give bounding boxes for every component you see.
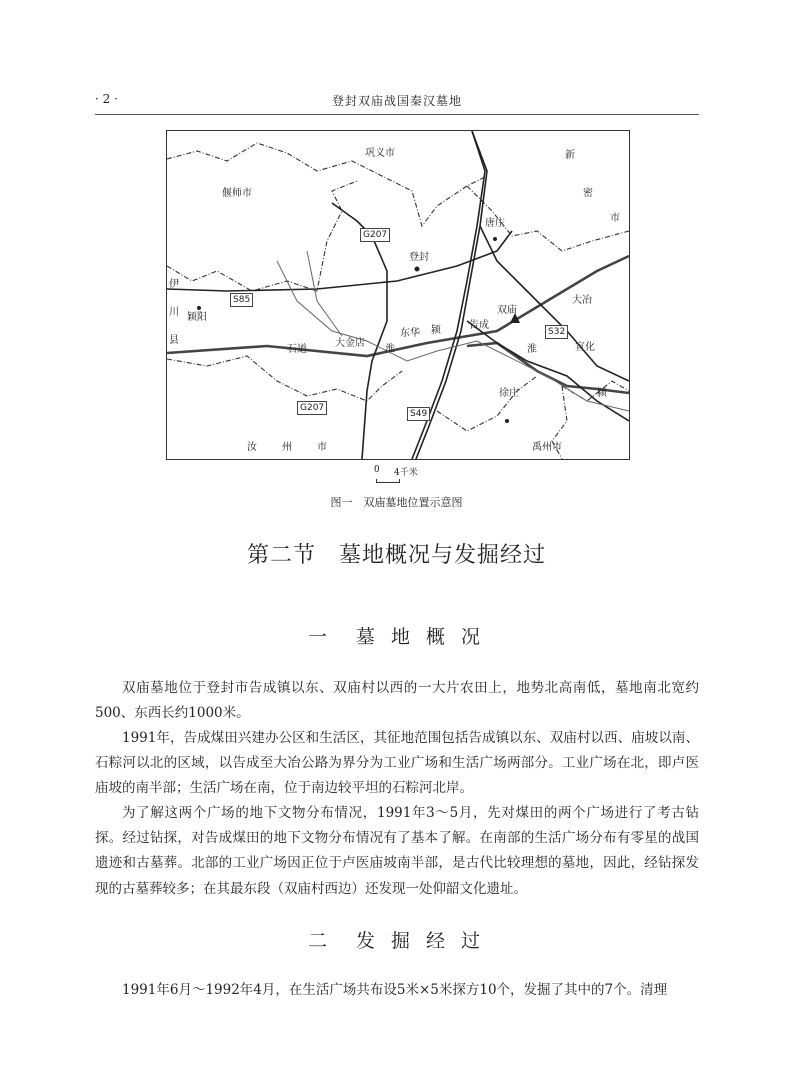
railway-branch: [467, 343, 629, 393]
label-shi-2: 市: [317, 442, 327, 453]
label-ying-river-2: 颍: [597, 388, 607, 399]
dengfeng-marker: [415, 267, 420, 272]
road-label-s85: S85: [230, 293, 253, 307]
label-xin: 新: [565, 150, 575, 161]
scale-bar: [376, 479, 400, 483]
paragraph-3: 为了解这两个广场的地下文物分布情况，1991年3～5月，先对煤田的两个广场进行了考古钻探。经过钻探，对告成煤田的地下文物分布情况有了基本了解。在南部的生活广场分布有零星的战国遗迹和古墓葬。北部的工业广场因正位于卢医庙坡南半部，是古代比较理想的墓地，因此，经钻探发现的古墓葬较多；在其最东段（双庙村西边）还发现一处仰韶文化遗址。: [95, 805, 699, 897]
label-yingyang: 颖阳: [187, 312, 207, 323]
boundary-west: [167, 181, 357, 291]
label-shuangmiao: 双庙: [497, 305, 517, 316]
label-huai-1: 淮: [385, 344, 395, 355]
label-mi: 密: [583, 188, 593, 199]
label-tangzhuang: 唐庄: [485, 218, 505, 229]
label-yichuanxian: 伊 川 县: [169, 279, 179, 346]
paragraph-2: 1991年，告成煤田兴建办公区和生活区，其征地范围包括告成镇以东、双庙村以西、庙坡以南、石粽河以北的区域，以告成至大冶公路为界分为工业广场和生活广场两部分。工业广场在北，即卢医庙坡的南半部；生活广场在南，位于南边较平坦的石粽河北岸。: [95, 730, 699, 797]
label-daye: 大冶: [572, 295, 592, 306]
label-gaocheng: 告成: [469, 320, 489, 331]
map-scale: [374, 465, 434, 495]
label-donghua: 东华: [400, 328, 420, 339]
label-shi: 市: [610, 213, 620, 224]
label-xuanhua: 宣化: [575, 342, 595, 353]
figure-caption: 图一 双庙墓地位置示意图: [330, 496, 463, 509]
paragraph-1: 双庙墓地位于登封市告成镇以东、双庙村以西的一大片农田上，地势北高南低，墓地南北宽约500、东西长约1000米。: [95, 680, 699, 722]
location-map: [166, 130, 630, 460]
page-header: [95, 92, 699, 115]
label-xuzhuang: 徐庄: [499, 388, 519, 399]
subsection-title-2: 二 发 掘 经 过: [307, 930, 486, 952]
label-zhou: 州: [282, 442, 292, 453]
road-east: [480, 226, 629, 381]
running-title: 登封双庙战国秦汉墓地: [331, 94, 462, 108]
xuzhuang-marker: [505, 419, 509, 423]
road-label-g207-top: G207: [360, 228, 390, 242]
label-huai-2: 淮: [527, 344, 537, 355]
road-label-s32: S32: [545, 325, 568, 339]
label-ying-river-1: 颍: [431, 325, 441, 336]
scale-four: 4千米: [394, 468, 418, 478]
boundary-north: [167, 143, 487, 226]
section-title: 第二节 墓地概况与发掘经过: [246, 543, 546, 568]
label-shidao: 石道: [287, 344, 307, 355]
road-s85: [167, 231, 512, 291]
road-label-g207-bottom: G207: [297, 401, 327, 415]
paragraph-4: 1991年6月～1992年4月，在生活广场共布设5米×5米探方10个，发掘了其中的7个。清理: [122, 982, 668, 998]
page-number: · 2 ·: [95, 92, 118, 106]
label-gongyi: 巩义市: [365, 148, 395, 159]
boundary-south: [437, 376, 537, 431]
label-dajindian: 大金店: [335, 338, 365, 349]
river-tributary: [307, 251, 342, 336]
label-yuzhou: 禹州市: [532, 442, 562, 453]
scale-zero: 0: [374, 465, 380, 475]
yingyang-marker: [197, 306, 201, 310]
label-yanshi: 偃师市: [222, 188, 252, 199]
subsection-title-1: 一 墓 地 概 况: [307, 626, 486, 648]
tangzhuang-marker: [493, 237, 497, 241]
label-ru: 汝: [247, 442, 257, 453]
road-label-s49: S49: [407, 407, 430, 421]
label-dengfeng: 登封: [409, 252, 429, 263]
